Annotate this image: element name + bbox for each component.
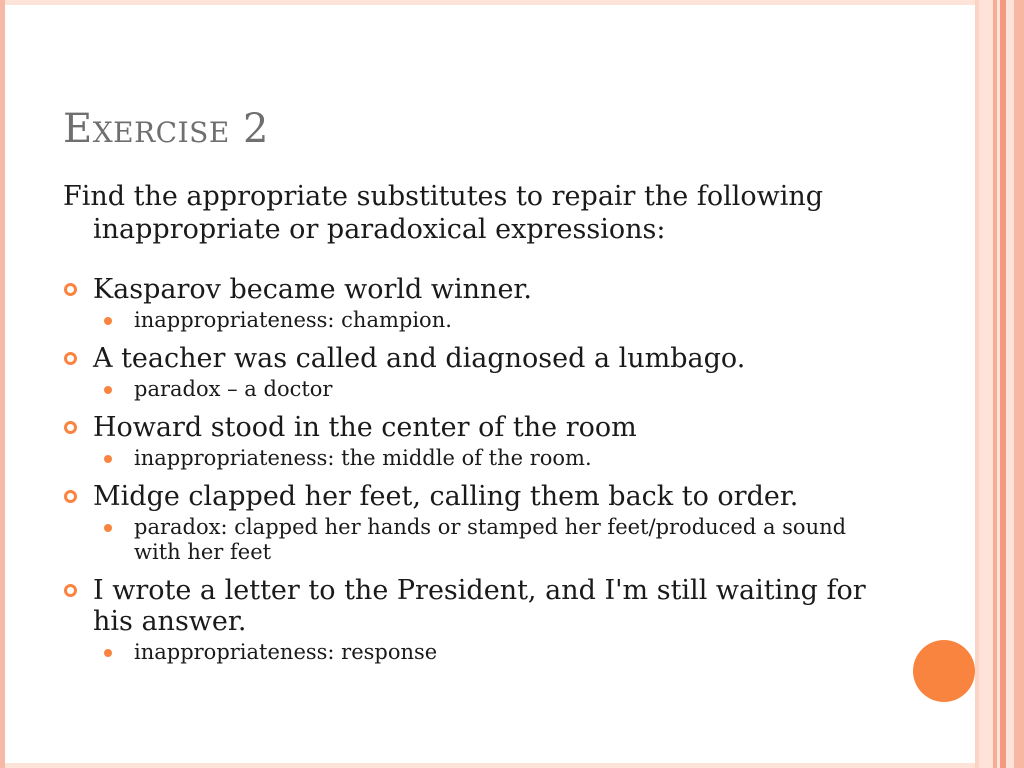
sub-bullet-item (63, 377, 883, 402)
sub-bullet-item (63, 446, 883, 471)
bullet-item (63, 575, 883, 637)
ring-bullet-icon (64, 283, 77, 296)
sub-bullet-text: inappropriateness: response (134, 640, 438, 664)
intro-text: Find the appropriate substitutes to repair the following inappropriate or paradoxical expressions: (63, 181, 824, 245)
sub-bullet-item (63, 640, 883, 665)
bullet-item (63, 412, 883, 443)
frame-bottom-border (5, 763, 975, 768)
frame-top-border (5, 0, 975, 5)
ring-bullet-icon (64, 490, 77, 503)
sub-bullet-text: inappropriateness: champion. (134, 308, 452, 332)
frame-left-border (0, 0, 5, 768)
dot-bullet-icon (104, 524, 112, 532)
bullet-text: I wrote a letter to the President, and I'm still waiting for his answer. (93, 575, 866, 637)
sub-bullet-item (63, 515, 883, 565)
dot-bullet-icon (104, 317, 112, 325)
sub-bullet-text: paradox – a doctor (134, 377, 333, 401)
decorative-circle (913, 640, 975, 702)
ring-bullet-icon (64, 584, 77, 597)
dot-bullet-icon (104, 386, 112, 394)
bullet-item (63, 343, 883, 374)
bullet-text: A teacher was called and diagnosed a lumbago. (93, 343, 746, 374)
ring-bullet-icon (64, 352, 77, 365)
ring-bullet-icon (64, 421, 77, 434)
sub-bullet-text: paradox: clapped her hands or stamped her feet/produced a sound with her feet (134, 515, 847, 564)
bullet-item (63, 274, 883, 305)
sub-bullet-text: inappropriateness: the middle of the room. (134, 446, 592, 470)
slide-title: Exercise 2 (63, 106, 269, 152)
right-stripe-decoration (975, 0, 1024, 768)
bullet-item (63, 481, 883, 512)
bullet-text: Kasparov became world winner. (93, 274, 532, 305)
sub-bullet-item (63, 308, 883, 333)
slide-content (63, 180, 883, 665)
dot-bullet-icon (104, 455, 112, 463)
bullet-text: Howard stood in the center of the room (93, 412, 637, 443)
dot-bullet-icon (104, 649, 112, 657)
bullet-text: Midge clapped her feet, calling them back to order. (93, 481, 799, 512)
